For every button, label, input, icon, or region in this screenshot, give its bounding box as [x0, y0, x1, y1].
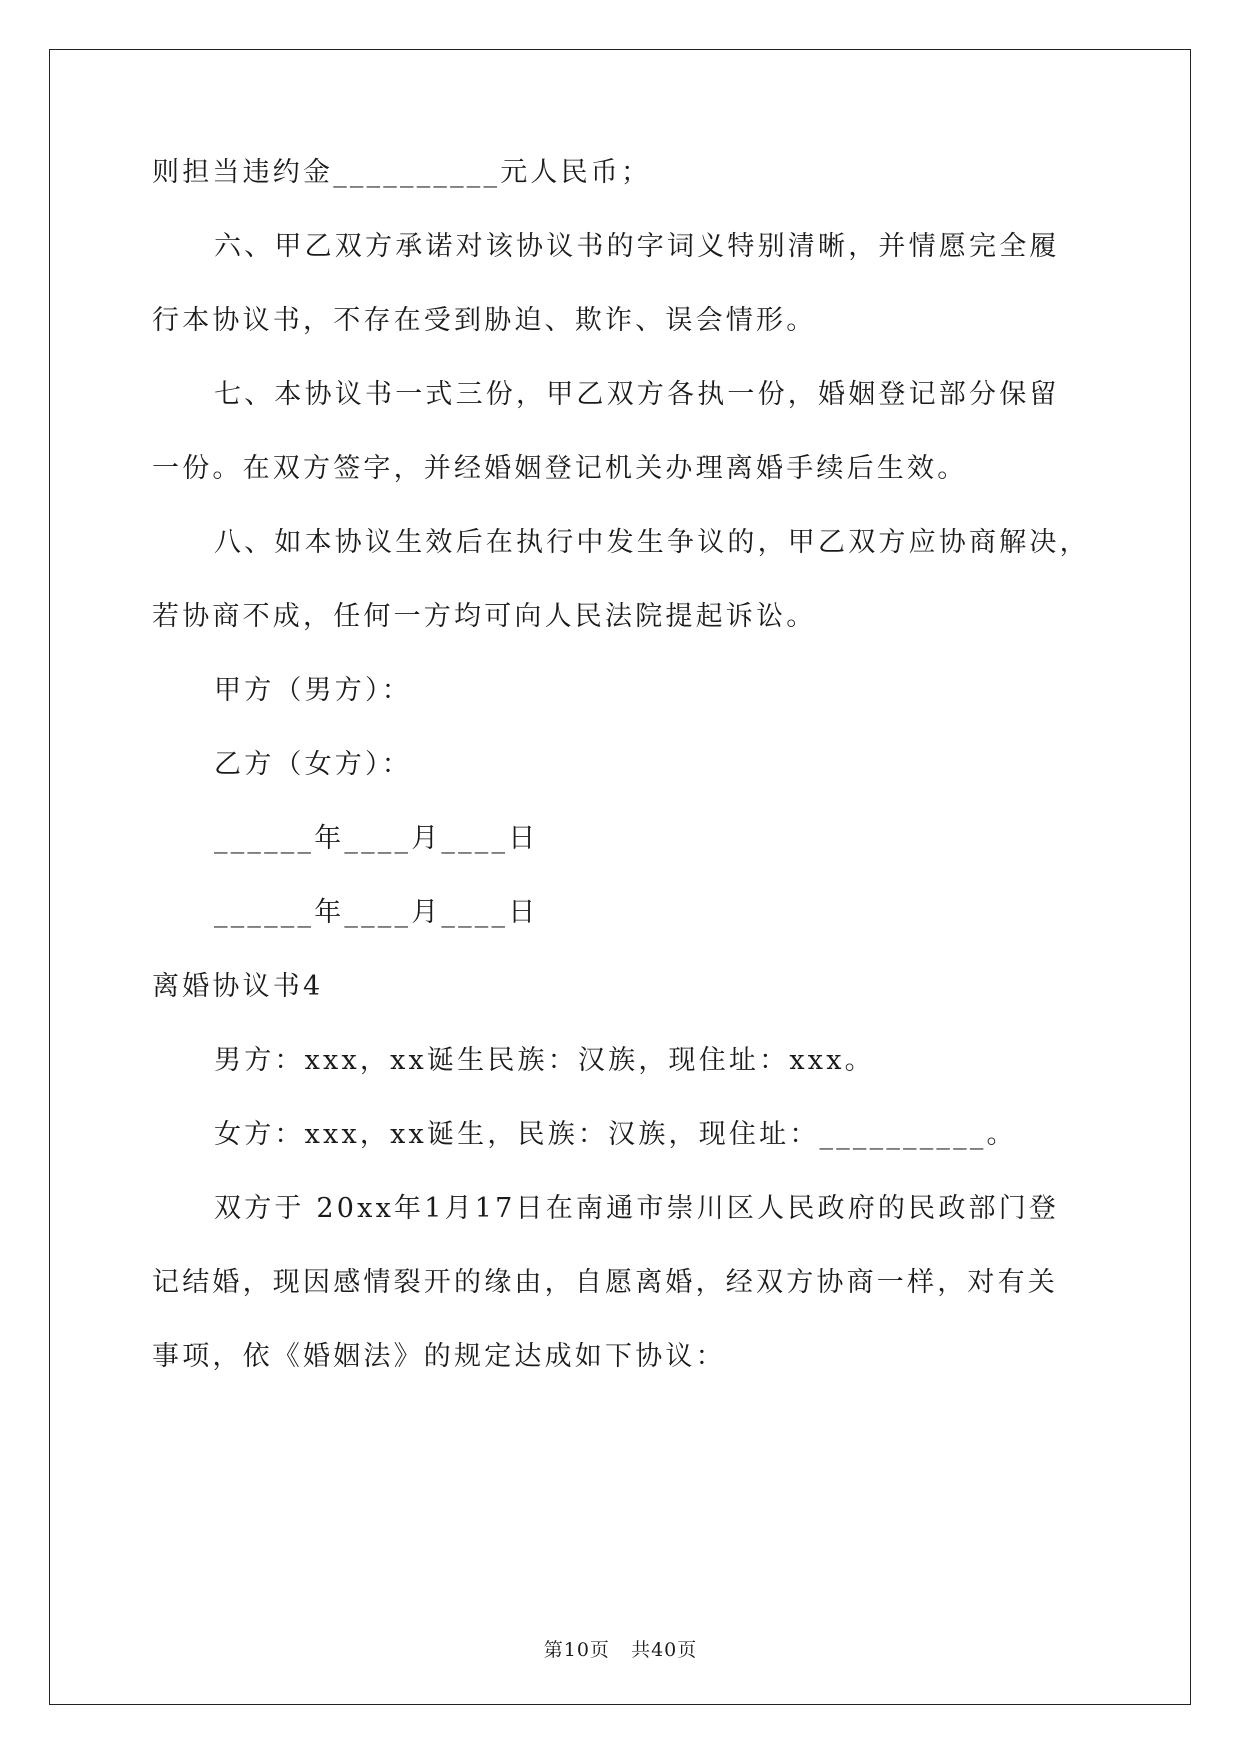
page-footer — [0, 1638, 1241, 1662]
female-party-info: 女方：xxx，xx诞生，民族：汉族，现住址：__________。 — [214, 1119, 1017, 1150]
page-prefix: 第 — [543, 1639, 564, 1661]
party-a-signature: 甲方（男方）： — [214, 675, 412, 706]
clause-seven-line-1: 七、本协议书一式三份，甲乙双方各执一份，婚姻登记部分保留 — [214, 379, 1060, 410]
intro-line-1: 双方于 20xx年1月17日在南通市崇川区人民政府的民政部门登 — [214, 1193, 1060, 1224]
page-border — [49, 49, 1191, 1705]
intro-line-3: 事项，依《婚姻法》的规定达成如下协议： — [152, 1341, 726, 1372]
text-line: 则担当违约金__________元人民币； — [152, 157, 652, 188]
clause-eight-line-1: 八、如本协议生效后在执行中发生争议的，甲乙双方应协商解决， — [214, 527, 1090, 558]
page-suffix: 页 — [589, 1639, 610, 1661]
section-title: 离婚协议书4 — [152, 971, 324, 1002]
date-line-2: ______年____月____日 — [214, 897, 539, 928]
total-prefix: 共 — [631, 1639, 652, 1661]
total-suffix: 页 — [677, 1639, 698, 1661]
intro-line-2: 记结婚，现因感情裂开的缘由，自愿离婚，经双方协商一样，对有关 — [152, 1267, 1058, 1298]
clause-six-line-2: 行本协议书，不存在受到胁迫、欺诈、误会情形。 — [152, 305, 817, 336]
page-number: 10 — [563, 1639, 590, 1661]
party-b-signature: 乙方（女方）： — [214, 749, 412, 780]
clause-six-line-1: 六、甲乙双方承诺对该协议书的字词义特别清晰，并情愿完全履 — [214, 231, 1060, 262]
clause-eight-line-2: 若协商不成，任何一方均可向人民法院提起诉讼。 — [152, 601, 817, 632]
total-pages: 40 — [651, 1639, 678, 1661]
date-line-1: ______年____月____日 — [214, 823, 539, 854]
male-party-info: 男方：xxx，xx诞生民族：汉族，现住址：xxx。 — [214, 1045, 875, 1076]
clause-seven-line-2: 一份。在双方签字，并经婚姻登记机关办理离婚手续后生效。 — [152, 453, 968, 484]
